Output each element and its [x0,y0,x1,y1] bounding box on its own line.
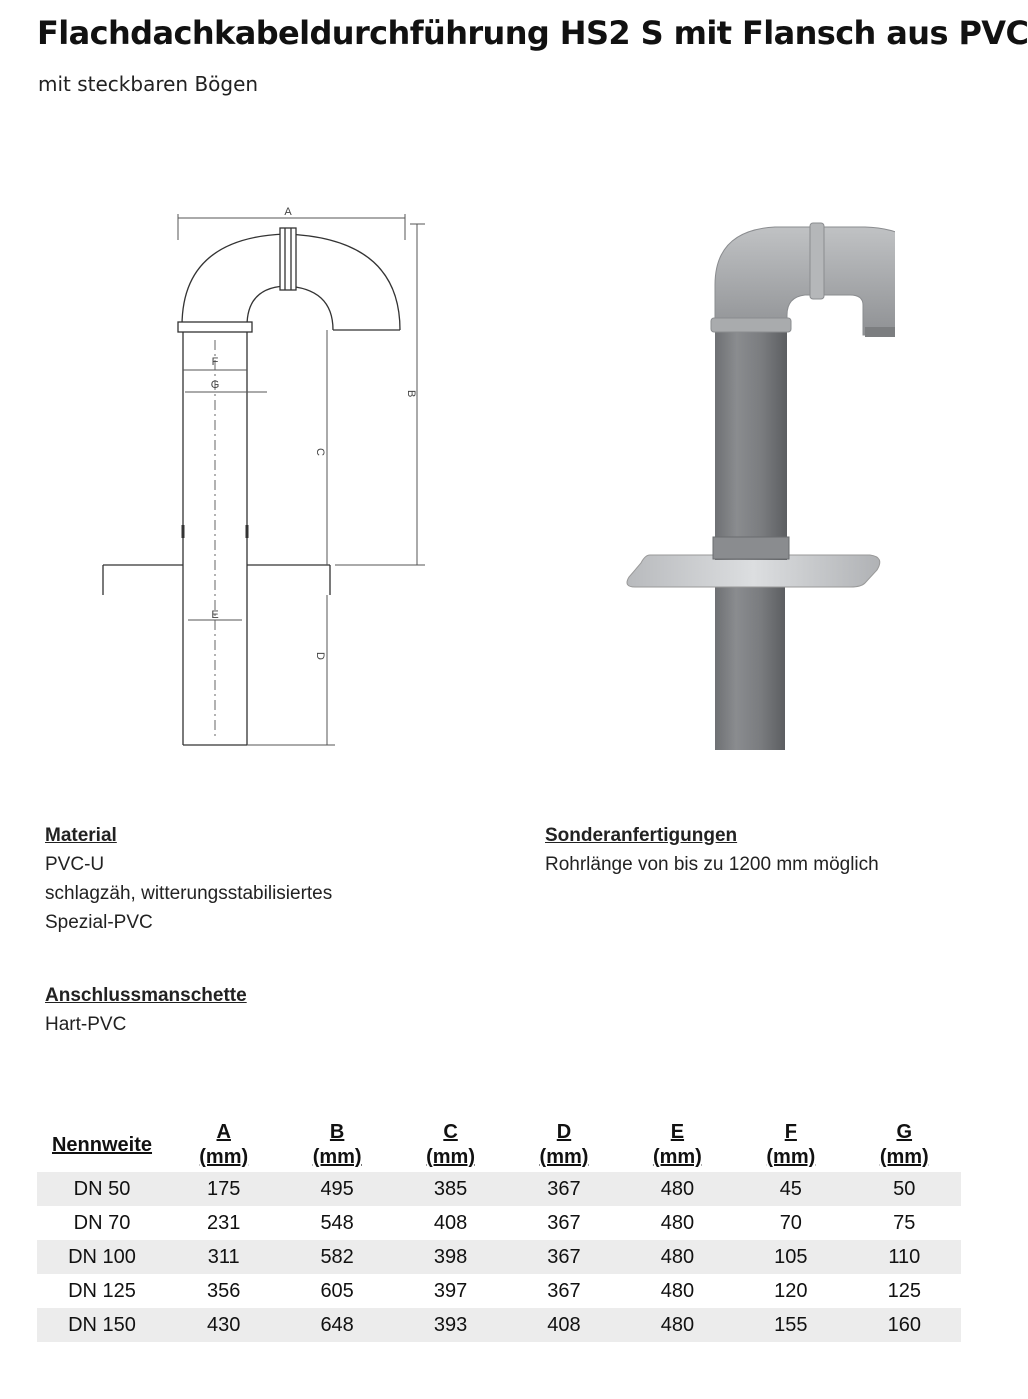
cell-dn: DN 70 [73,1211,131,1234]
pipe-upper [715,330,787,560]
cell-d: 408 [507,1308,620,1342]
anschlussmanschette-heading: Anschlussmanschette [45,985,247,1006]
cell-g: 125 [887,1279,921,1302]
header-a: A (mm) [199,1121,249,1168]
table-row [37,1206,961,1240]
cell-dn: DN 100 [37,1240,167,1274]
table-row [37,1172,961,1206]
dim-label-d: D [314,652,326,660]
cell-c: 408 [433,1211,468,1234]
dim-label-g: G [210,379,220,391]
cell-f: 70 [779,1211,802,1234]
cell-b: 495 [280,1172,393,1206]
cell-d: 367 [507,1240,620,1274]
cell-e: 480 [621,1308,734,1342]
sonderanfertigungen-line: Rohrlänge von bis zu 1200 mm möglich [545,854,879,875]
drawing-outline [103,228,400,745]
cell-f: 105 [734,1240,847,1274]
dim-label-a: A [284,206,292,218]
material-line: PVC-U [45,854,105,875]
material-line: schlagzäh, witterungsstabilisiertes [45,883,333,904]
material-line: Spezial-PVC [45,912,153,933]
cell-e: 480 [660,1211,695,1234]
cell-c: 398 [394,1240,507,1274]
cell-a: 175 [167,1172,280,1206]
cell-a: 231 [207,1211,241,1234]
cell-d: 367 [547,1279,581,1302]
cell-g: 160 [848,1308,961,1342]
material-section [45,821,332,937]
cell-a: 430 [167,1308,280,1342]
cell-f: 120 [774,1279,808,1302]
page-subtitle: mit steckbaren Bögen [38,72,259,96]
cell-b: 548 [320,1211,354,1234]
cell-e: 480 [621,1172,734,1206]
cell-e: 480 [621,1240,734,1274]
cell-c: 385 [394,1172,507,1206]
sonderanfertigungen-section [545,821,879,879]
dimension-table [37,1118,961,1342]
cell-dn: DN 50 [37,1172,167,1206]
table-row [37,1240,961,1274]
header-b: B (mm) [312,1121,362,1168]
header-c: C (mm) [426,1121,475,1168]
header-e: E (mm) [652,1121,702,1168]
technical-drawing [95,200,435,760]
cell-e: 480 [660,1279,695,1302]
cell-b: 582 [280,1240,393,1274]
cell-g: 75 [893,1211,916,1234]
cell-d: 367 [507,1172,620,1206]
anschlussmanschette-section [45,981,247,1039]
dim-label-f: F [211,356,219,368]
product-photo [615,215,895,760]
cell-f: 45 [734,1172,847,1206]
dim-label-b: B [405,390,417,398]
cell-d: 367 [547,1211,581,1234]
cell-c: 397 [433,1279,468,1302]
header-f: F (mm) [766,1121,816,1168]
table-row [37,1308,961,1342]
cell-g: 50 [848,1172,961,1206]
pipe-lower [715,585,785,750]
cell-a: 356 [207,1279,241,1302]
cell-c: 393 [394,1308,507,1342]
header-nennweite: Nennweite [51,1133,153,1156]
header-d: D (mm) [539,1121,589,1168]
table-row [37,1274,961,1308]
cell-b: 648 [280,1308,393,1342]
cell-dn: DN 125 [68,1279,136,1302]
cell-a: 311 [167,1240,280,1274]
cell-dn: DN 150 [37,1308,167,1342]
material-heading: Material [45,825,117,846]
header-g: G (mm) [879,1121,929,1168]
cell-g: 110 [848,1240,961,1274]
cell-f: 155 [734,1308,847,1342]
page-title: Flachdachkabeldurchführung HS2 S mit Flansch aus PVC [37,14,1028,52]
dim-label-e: E [211,609,219,621]
dim-label-c: C [314,448,326,456]
cell-b: 605 [320,1279,354,1302]
sonderanfertigungen-heading: Sonderanfertigungen [545,825,738,846]
anschlussmanschette-line: Hart-PVC [45,1014,127,1035]
table-header-row [37,1118,961,1172]
